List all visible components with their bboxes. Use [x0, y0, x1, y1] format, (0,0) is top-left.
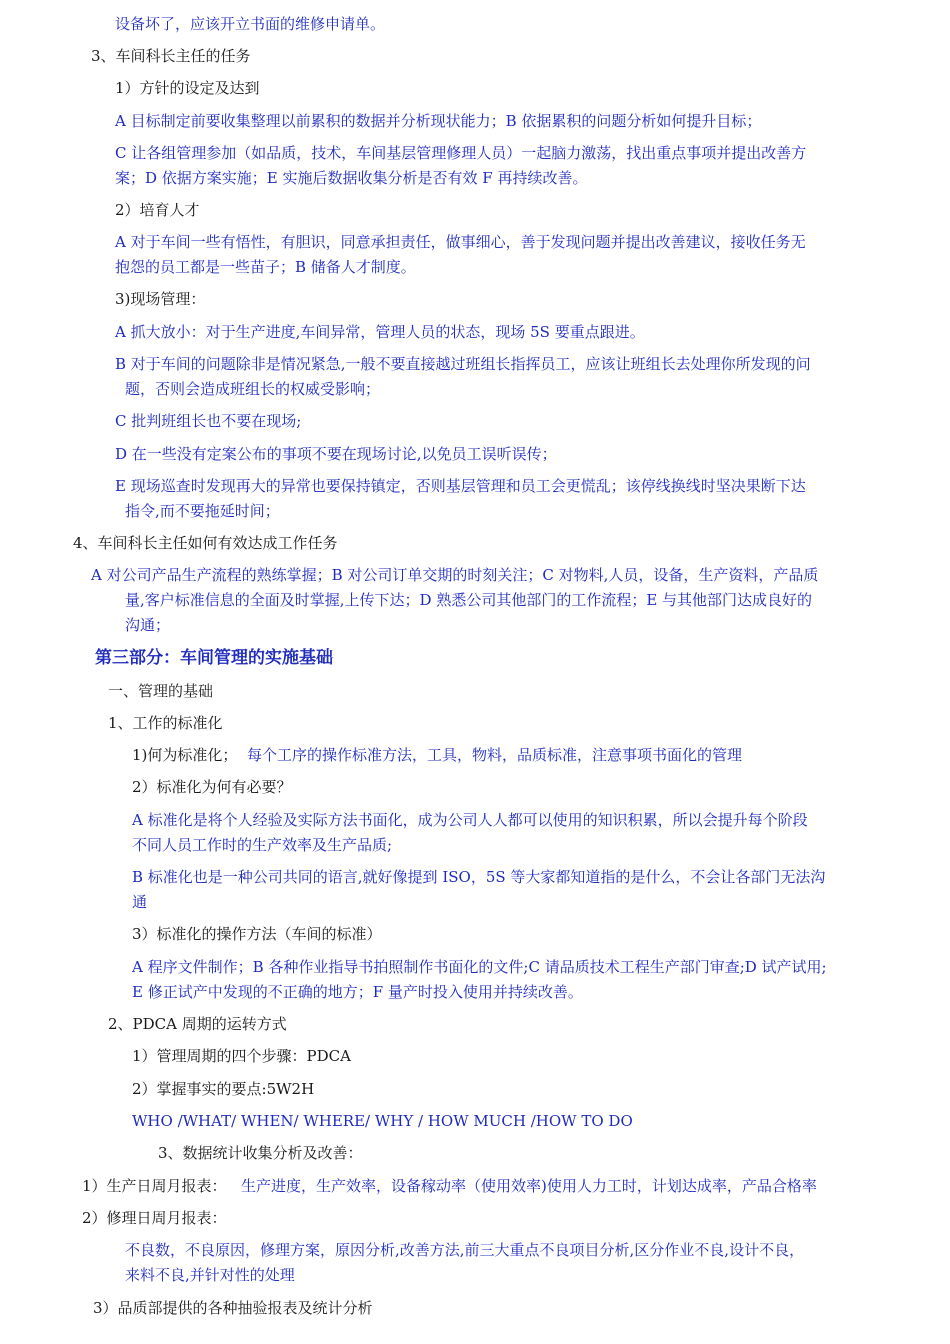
subsection-heading: 2）培育人才 [115, 201, 200, 219]
text-line: 来料不良,并针对性的处理 [125, 1266, 295, 1284]
section-heading: 3、车间科长主任的任务 [91, 47, 251, 65]
text-line: C 让各组管理参加（如品质，技术，车间基层管理修理人员）一起脑力激荡，找出重点事项并提出改善方 [115, 144, 807, 162]
subsection-heading: 2）修理日周月报表： [82, 1209, 227, 1227]
part-title: 第三部分：车间管理的实施基础 [95, 648, 333, 668]
subsection-heading: 1）方针的设定及达到 [115, 79, 260, 97]
subsection-heading: 3）标准化的操作方法（车间的标准） [132, 925, 382, 943]
text-line: D 在一些没有定案公布的事项不要在现场讨论,以免员工误听误传； [115, 445, 557, 463]
text-line: E 修正试产中发现的不正确的地方；F 量产时投入使用并持续改善。 [132, 983, 583, 1001]
section-heading: 一、管理的基础 [108, 682, 214, 700]
text-line: A 对公司产品生产流程的熟练掌握；B 对公司订单交期的时刻关注；C 对物料,人员，设备，生产资料，产品质 [91, 566, 819, 584]
subsection-heading: 1）生产日周月报表： [82, 1177, 227, 1195]
text-line: WHO /WHAT/ WHEN/ WHERE/ WHY / HOW MUCH /HOW TO DO [132, 1112, 633, 1130]
text-line: B 标准化也是一种公司共同的语言,就好像提到 ISO，5S 等大家都知道指的是什么，不会让各部门无法沟 [132, 868, 826, 886]
text-line: 通 [132, 893, 148, 911]
text-line: B 对于车间的问题除非是情况紧急,一般不要直接越过班组长指挥员工，应该让班组长去处理你所发现的问 [115, 355, 811, 373]
subsection-heading: 3）品质部提供的各种抽验报表及统计分析 [93, 1299, 373, 1317]
section-heading: 1、工作的标准化 [108, 714, 223, 732]
text-line: A 程序文件制作；B 各种作业指导书拍照制作书面化的文件;C 请品质技术工程生产部门审查;D 试产试用; [132, 958, 827, 976]
section-heading: 4、车间科长主任如何有效达成工作任务 [73, 534, 338, 552]
section-heading: 2、PDCA 周期的运转方式 [108, 1015, 287, 1033]
text-line: 题，否则会造成班组长的权威受影响； [125, 380, 381, 398]
text-line: 设备坏了，应该开立书面的维修申请单。 [115, 15, 386, 33]
text-line: A 标准化是将个人经验及实际方法书面化，成为公司人人都可以使用的知识积累，所以会提升每个阶段 [132, 811, 808, 829]
text-line: 生产进度，生产效率，设备稼动率（使用效率)使用人力工时，计划达成率，产品合格率 [241, 1177, 817, 1195]
subsection-heading: 1)何为标准化； [132, 746, 238, 764]
text-line: C 批判班组长也不要在现场; [115, 412, 302, 430]
text-line: 抱怨的员工都是一些苗子；B 储备人才制度。 [115, 258, 416, 276]
text-line: 沟通； [125, 616, 171, 634]
subsection-heading: 3)现场管理： [115, 290, 206, 308]
text-line: 每个工序的操作标准方法，工具，物料，品质标准，注意事项书面化的管理 [247, 746, 743, 764]
text-line: 案；D 依据方案实施；E 实施后数据收集分析是否有效 F 再持续改善。 [115, 169, 588, 187]
text-line: 不同人员工作时的生产效率及生产品质; [132, 836, 393, 854]
text-line: 量,客户标准信息的全面及时掌握,上传下达；D 熟悉公司其他部门的工作流程；E 与其他部门达成良好的 [125, 591, 813, 609]
text-line: 不良数，不良原因，修理方案，原因分析,改善方法,前三大重点不良项目分析,区分作业不良,设计不良， [125, 1241, 805, 1259]
subsection-heading: 2）标准化为何有必要？ [132, 778, 292, 796]
text-line: A 目标制定前要收集整理以前累积的数据并分析现状能力；B 依据累积的问题分析如何提升目标； [115, 112, 762, 130]
text-line: A 对于车间一些有悟性，有胆识，同意承担责任，做事细心，善于发现问题并提出改善建议，接收任务无 [115, 233, 806, 251]
section-heading: 3、数据统计收集分析及改善： [158, 1144, 363, 1162]
subsection-heading: 1）管理周期的四个步骤：PDCA [132, 1047, 351, 1065]
subsection-heading: 2）掌握事实的要点:5W2H [132, 1080, 315, 1098]
text-line: A 抓大放小：对于生产进度,车间异常，管理人员的状态，现场 5S 要重点跟进。 [115, 323, 645, 341]
text-line: E 现场巡查时发现再大的异常也要保持镇定，否则基层管理和员工会更慌乱；该停线换线时坚决果断下达 [115, 477, 806, 495]
text-line: 指令,而不要拖延时间； [125, 502, 280, 520]
